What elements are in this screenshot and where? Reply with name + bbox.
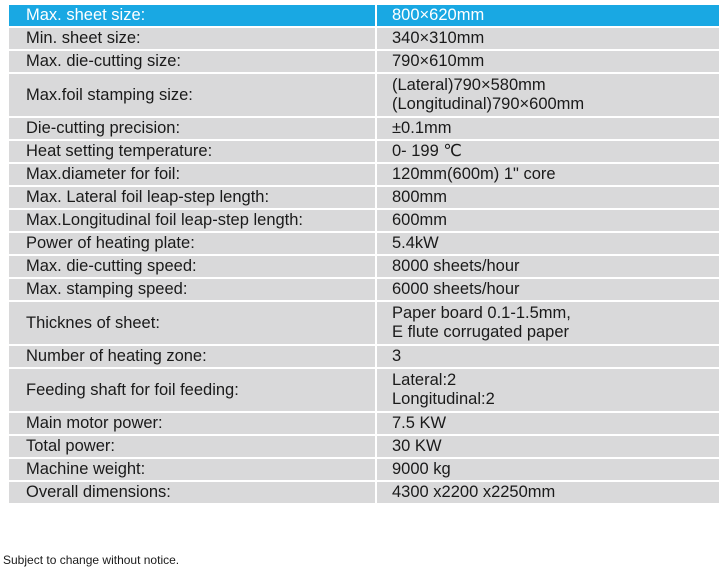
spec-row — [8, 412, 720, 435]
spec-value — [376, 301, 720, 345]
spec-value-line: ±0.1mm — [392, 119, 452, 137]
spec-row — [8, 255, 720, 278]
spec-value-line: 3 — [392, 347, 402, 365]
spec-row — [8, 163, 720, 186]
spec-value — [376, 163, 720, 186]
spec-label: Overall dimensions: — [8, 481, 376, 504]
spec-value-line: 5.4kW — [392, 234, 439, 252]
spec-row — [8, 345, 720, 368]
spec-value — [376, 50, 720, 73]
spec-value — [376, 345, 720, 368]
spec-value — [376, 412, 720, 435]
spec-label: Max. die-cutting size: — [8, 50, 376, 73]
spec-row — [8, 186, 720, 209]
spec-value — [376, 73, 720, 117]
spec-value — [376, 232, 720, 255]
spec-label: Max. Lateral foil leap-step length: — [8, 186, 376, 209]
spec-value-line: 6000 sheets/hour — [392, 280, 520, 298]
spec-value-line: 4300 x2200 x2250mm — [392, 483, 556, 501]
spec-value-line: 7.5 KW — [392, 414, 447, 432]
spec-value — [376, 186, 720, 209]
spec-value — [376, 140, 720, 163]
spec-row — [8, 458, 720, 481]
spec-value — [376, 458, 720, 481]
spec-label: Power of heating plate: — [8, 232, 376, 255]
spec-value — [376, 368, 720, 412]
spec-row — [8, 232, 720, 255]
spec-value — [376, 117, 720, 140]
spec-value-line: 340×310mm — [392, 29, 485, 47]
spec-value — [376, 4, 720, 27]
spec-row — [8, 435, 720, 458]
spec-value — [376, 255, 720, 278]
spec-value — [376, 27, 720, 50]
spec-value-line: 9000 kg — [392, 460, 451, 478]
spec-value-line: E flute corrugated paper — [392, 323, 570, 341]
spec-label: Max. stamping speed: — [8, 278, 376, 301]
spec-value-line: (Longitudinal)790×600mm — [392, 95, 585, 113]
spec-table — [7, 3, 721, 505]
spec-label: Heat setting temperature: — [8, 140, 376, 163]
spec-value — [376, 209, 720, 232]
spec-label: Max.foil stamping size: — [8, 73, 376, 117]
spec-label: Max. sheet size: — [8, 4, 376, 27]
spec-table-body — [8, 4, 720, 504]
spec-value-line: Paper board 0.1-1.5mm, — [392, 304, 571, 322]
spec-value-line: 790×610mm — [392, 52, 485, 70]
spec-label: Feeding shaft for foil feeding: — [8, 368, 376, 412]
spec-value-line: 120mm(600m) 1" core — [392, 165, 556, 183]
spec-row — [8, 50, 720, 73]
spec-value-line: 600mm — [392, 211, 448, 229]
spec-row — [8, 73, 720, 117]
spec-value-line: Lateral:2 — [392, 371, 457, 389]
spec-row — [8, 4, 720, 27]
spec-value-line: 30 KW — [392, 437, 442, 455]
spec-row — [8, 278, 720, 301]
spec-value — [376, 481, 720, 504]
spec-label: Die-cutting precision: — [8, 117, 376, 140]
spec-row — [8, 368, 720, 412]
spec-row — [8, 481, 720, 504]
spec-label: Main motor power: — [8, 412, 376, 435]
spec-label: Total power: — [8, 435, 376, 458]
spec-row — [8, 140, 720, 163]
spec-value-line: 0- 199 ℃ — [392, 142, 462, 160]
spec-value-line: (Lateral)790×580mm — [392, 76, 546, 94]
spec-row — [8, 117, 720, 140]
spec-row — [8, 209, 720, 232]
spec-value-line: 800×620mm — [392, 6, 485, 24]
spec-label: Max.diameter for foil: — [8, 163, 376, 186]
spec-value — [376, 278, 720, 301]
spec-row — [8, 301, 720, 345]
spec-value-line: Longitudinal:2 — [392, 390, 495, 408]
spec-label: Number of heating zone: — [8, 345, 376, 368]
spec-label: Machine weight: — [8, 458, 376, 481]
spec-label: Thicknes of sheet: — [8, 301, 376, 345]
spec-label: Min. sheet size: — [8, 27, 376, 50]
spec-value — [376, 435, 720, 458]
footnote: Subject to change without notice. — [3, 553, 180, 567]
spec-value-line: 8000 sheets/hour — [392, 257, 520, 275]
spec-row — [8, 27, 720, 50]
spec-label: Max.Longitudinal foil leap-step length: — [8, 209, 376, 232]
spec-label: Max. die-cutting speed: — [8, 255, 376, 278]
spec-value-line: 800mm — [392, 188, 448, 206]
